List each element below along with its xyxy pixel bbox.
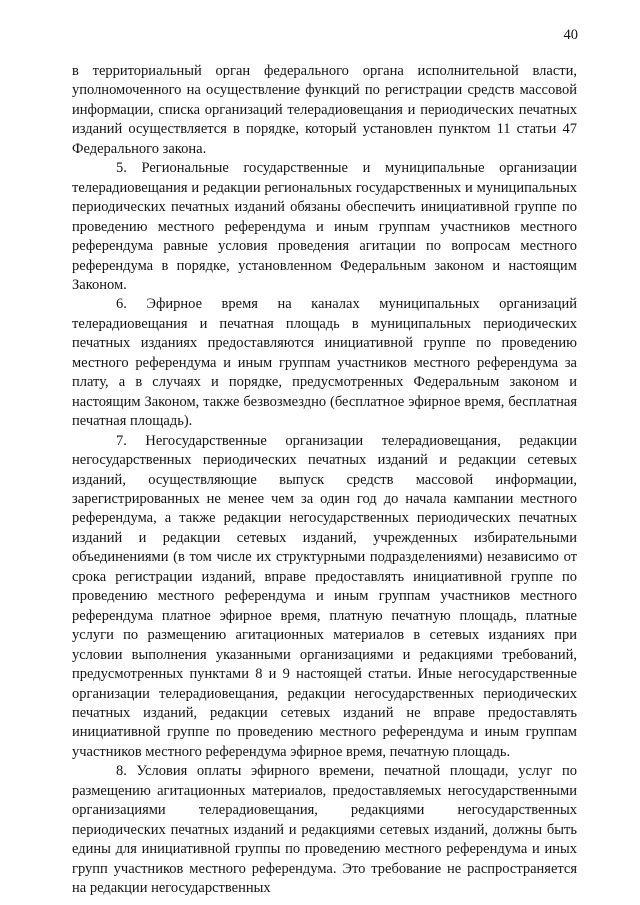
paragraph-item-8: 8. Условия оплаты эфирного времени, печатной площади, услуг по размещению агитационных материалов, предоставляемых негосударственными организациями телерадиовещания, редакциями негосударственных периодических печатных изданий и редакциями сетевых изданий, должны быть едины для инициативной группы по проведению местного референдума и иных групп участников местного референдума. Это требование не распространяется на редакции негосударственных <box>72 763 577 897</box>
document-body <box>72 62 577 898</box>
paragraph-item-5: 5. Региональные государственные и муниципальные организации телерадиовещания и редакции региональных государственных и муниципальных периодических печатных изданий обязаны обеспечить инициативной группе по проведению местного референдума и иным группам участников местного референдума равные условия проведения агитации по вопросам местного референдума в порядке, установленном Федеральным законом и настоящим Законом. <box>72 160 577 293</box>
paragraph-continuation: в территориальный орган федерального органа исполнительной власти, уполномоченного на осуществление функций по регистрации средств массовой информации, списка организаций телерадиовещания и периодических печатных изданий осуществляется в порядке, который установлен пунктом 11 статьи 47 Федерального закона. <box>72 63 577 157</box>
paragraph-item-7: 7. Негосударственные организации телерадиовещания, редакции негосударственных периодических печатных изданий и редакции сетевых изданий, осуществляющие выпуск средств массовой информации, зарегистрированных не менее чем за один год до начала кампании местного референдума, а также редакции негосударственных периодических печатных изданий и редакции сетевых изданий, учрежденных избирательными объединениями (в том числе их структурными подразделениями) независимо от срока регистрации изданий, вправе предоставлять инициативной группе по проведению местного референдума и иным группам участников местного референдума платное эфирное время, платную печатную площадь, платные услуги по размещению агитационных материалов в сетевых изданиях при условии выполнения указанными организациями и редакциями требований, предусмотренных пунктами 8 и 9 настоящей статьи. Иные негосударственные организации телерадиовещания, редакции негосударственных периодических печатных изданий, редакции сетевых изданий не вправе предоставлять инициативной группе по проведению местного референдума и иным группам участников местного референдума эфирное время, печатную площадь. <box>72 432 577 760</box>
page-number: 40 <box>563 27 578 43</box>
paragraph-item-6: 6. Эфирное время на каналах муниципальных организаций телерадиовещания и печатная площадь в муниципальных периодических печатных изданиях предоставляются инициативной группе по проведению местного референдума и иным группам участников местного референдума за плату, а в случаях и порядке, предусмотренных Федеральным законом и настоящим Законом, также безвозмездно (бесплатное эфирное время, бесплатная печатная площадь). <box>72 296 577 430</box>
